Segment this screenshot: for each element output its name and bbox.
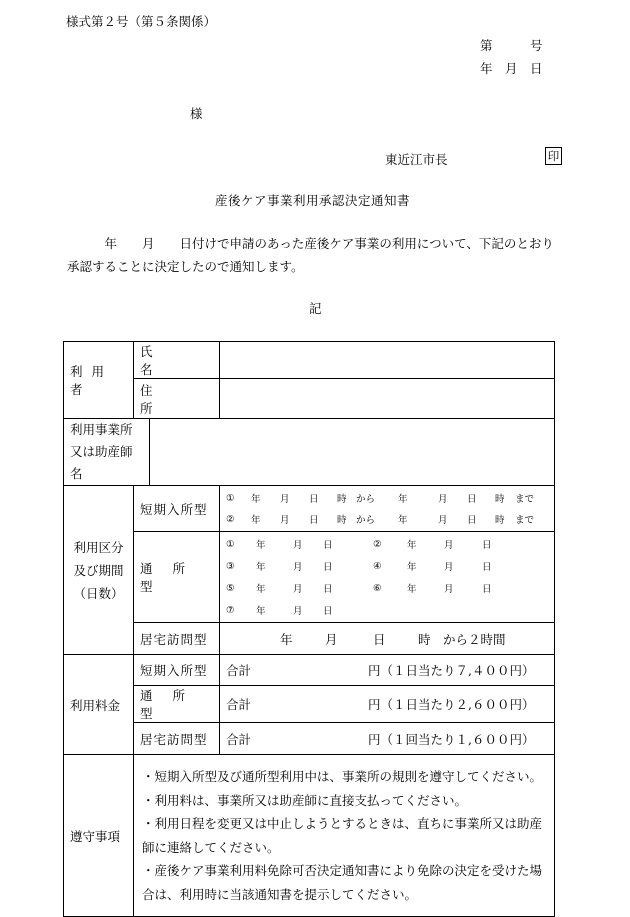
user-address-row xyxy=(64,379,555,419)
seal-mark: 印 xyxy=(545,147,562,165)
fee-amount-cell xyxy=(220,655,555,686)
home-visit-time-cell xyxy=(220,623,555,655)
usage-label-cell xyxy=(64,486,134,655)
provider-label-line1: 利用事業所 xyxy=(70,422,133,437)
fee-row-short-stay xyxy=(64,655,555,686)
short-stay-label: 短期入所型 xyxy=(140,501,208,517)
name-label-cell xyxy=(134,342,220,379)
date-number: ⑥ xyxy=(373,582,382,594)
month-unit: 月 xyxy=(280,515,290,526)
day-care-dates-cell xyxy=(220,532,555,623)
rules-list-cell xyxy=(134,755,555,917)
fee-amount-text: 円（１日当たり２,６００円） xyxy=(368,697,535,712)
approval-details-table xyxy=(63,341,555,917)
period-number: ② xyxy=(226,513,235,525)
month-unit: 月 xyxy=(293,606,303,617)
year-unit: 年 xyxy=(407,584,417,595)
month-unit: 月 xyxy=(293,562,303,573)
day-unit: 日 xyxy=(323,540,333,551)
home-visit-label-cell xyxy=(134,623,220,655)
date-number: ① xyxy=(226,538,235,550)
day-care-line-1 xyxy=(226,533,548,555)
fee-amount-cell xyxy=(220,686,555,723)
short-stay-label-cell xyxy=(134,486,220,532)
form-number: 様式第２号（第５条関係） xyxy=(66,14,217,29)
rules-item: ・産後ケア事業利用料免除可否決定通知書により免除の決定を受けた場合は、利用時に当該通知書を提示してください。 xyxy=(142,863,543,902)
month-unit: 月 xyxy=(438,515,448,526)
fee-type-label: 居宅訪問型 xyxy=(140,731,208,747)
fee-type-label: 短期入所型 xyxy=(140,663,208,678)
short-stay-periods-cell xyxy=(220,486,555,532)
from-word: から xyxy=(356,515,376,526)
day-unit: 日 xyxy=(372,631,386,647)
year-unit: 年 xyxy=(407,540,417,551)
user-label: 利用者 xyxy=(70,364,114,397)
date-number: ③ xyxy=(226,560,235,572)
rules-item: ・短期入所型及び通所型利用中は、事業所の規則を遵守してください。 xyxy=(142,769,543,784)
month-unit: 月 xyxy=(444,584,454,595)
year-unit: 年 xyxy=(256,562,266,573)
year-unit: 年 xyxy=(407,562,417,573)
until-word: まで xyxy=(515,494,535,505)
day-care-line-3 xyxy=(226,577,548,599)
rules-label: 遵守事項 xyxy=(70,828,121,844)
day-unit: 日 xyxy=(482,584,492,595)
day-care-label-cell xyxy=(134,532,220,623)
usage-label-line1: 利用区分 xyxy=(73,539,124,555)
year-unit: 年 xyxy=(256,584,266,595)
day-unit: 日 xyxy=(309,494,319,505)
from-word: から xyxy=(356,494,376,505)
address-label-cell xyxy=(134,379,220,419)
fee-type-cell xyxy=(134,723,220,755)
rules-item: ・利用日程を変更又は中止しようとするときは、直ちに事業所又は助産師に連絡してください。 xyxy=(142,816,543,855)
rules-label-cell xyxy=(64,755,134,917)
day-unit: 日 xyxy=(323,606,333,617)
fee-total-label: 合計 xyxy=(226,697,252,712)
rules-item: ・利用料は、事業所又は助産師に直接支払ってください。 xyxy=(142,792,468,808)
short-stay-row xyxy=(64,486,555,532)
year-unit: 年 xyxy=(398,515,408,526)
year-unit: 年 xyxy=(256,540,266,551)
usage-label-line3: （日数） xyxy=(73,585,124,601)
year-unit: 年 xyxy=(251,515,261,526)
date-number: ⑤ xyxy=(226,582,235,594)
year-unit: 年 xyxy=(256,606,266,617)
provider-label-line2: 又は助産師名 xyxy=(70,444,133,481)
month-unit: 月 xyxy=(438,494,448,505)
short-stay-line-2 xyxy=(226,509,550,530)
hour-unit: 時 xyxy=(495,515,505,526)
name-value-cell xyxy=(220,342,555,379)
month-unit: 月 xyxy=(325,631,338,647)
day-care-label: 通所型 xyxy=(140,561,206,594)
home-visit-time-text: 時 から２時間 xyxy=(417,631,506,647)
day-unit: 日 xyxy=(309,515,319,526)
fee-row-day-care xyxy=(64,686,555,723)
addressee-suffix: 様 xyxy=(190,106,203,121)
fee-amount-text: 円（１回当たり１,６００円） xyxy=(368,731,535,747)
provider-value-cell xyxy=(150,419,555,486)
fee-total-label: 合計 xyxy=(226,663,252,678)
issuer-name: 東近江市長 xyxy=(385,152,448,167)
period-number: ① xyxy=(226,492,235,504)
address-label: 住所 xyxy=(140,382,199,416)
day-care-row xyxy=(64,532,555,623)
month-unit: 月 xyxy=(293,584,303,595)
month-unit: 月 xyxy=(444,540,454,551)
document-number-label: 第 号 xyxy=(480,38,543,53)
notice-body-text: 年 月 日付けで申請のあった産後ケア事業の利用について、下記のとおり承認することに決定したので通知します。 xyxy=(67,236,554,274)
month-unit: 月 xyxy=(444,562,454,573)
fee-label-cell xyxy=(64,655,134,755)
hour-unit: 時 xyxy=(495,494,505,505)
date-number: ④ xyxy=(373,560,382,572)
provider-row xyxy=(64,419,555,486)
usage-label-line2: 及び期間 xyxy=(73,562,124,578)
document-title: 産後ケア事業利用承認決定通知書 xyxy=(215,193,411,208)
until-word: まで xyxy=(515,515,535,526)
user-name-row xyxy=(64,342,555,379)
day-unit: 日 xyxy=(482,562,492,573)
fee-label: 利用料金 xyxy=(70,697,121,713)
name-label: 氏名 xyxy=(140,344,199,377)
day-unit: 日 xyxy=(323,584,333,595)
hour-unit: 時 xyxy=(337,494,347,505)
address-value-cell xyxy=(220,379,555,419)
month-unit: 月 xyxy=(293,540,303,551)
day-care-line-4 xyxy=(226,599,548,621)
day-unit: 日 xyxy=(467,494,477,505)
date-number: ② xyxy=(373,538,382,550)
day-unit: 日 xyxy=(467,515,477,526)
fee-row-home-visit xyxy=(64,723,555,755)
day-care-line-2 xyxy=(226,555,548,577)
year-unit: 年 xyxy=(251,494,261,505)
date-label: 年 月 日 xyxy=(480,61,543,76)
ki-heading: 記 xyxy=(309,301,322,316)
date-number: ⑦ xyxy=(226,604,235,616)
home-visit-label: 居宅訪問型 xyxy=(140,631,208,647)
hour-unit: 時 xyxy=(337,515,347,526)
fee-type-label: 通所型 xyxy=(140,688,206,721)
provider-label-cell xyxy=(64,419,150,486)
year-unit: 年 xyxy=(398,494,408,505)
home-visit-row xyxy=(64,623,555,655)
fee-type-cell xyxy=(134,655,220,686)
day-unit: 日 xyxy=(323,562,333,573)
day-unit: 日 xyxy=(482,540,492,551)
rules-row xyxy=(64,755,555,917)
month-unit: 月 xyxy=(280,494,290,505)
fee-total-label: 合計 xyxy=(226,731,252,747)
fee-type-cell xyxy=(134,686,220,723)
user-label-cell xyxy=(64,342,134,419)
short-stay-line-1 xyxy=(226,488,550,509)
year-unit: 年 xyxy=(280,631,293,647)
fee-amount-cell xyxy=(220,723,555,755)
fee-amount-text: 円（１日当たり７,４００円） xyxy=(368,663,535,678)
